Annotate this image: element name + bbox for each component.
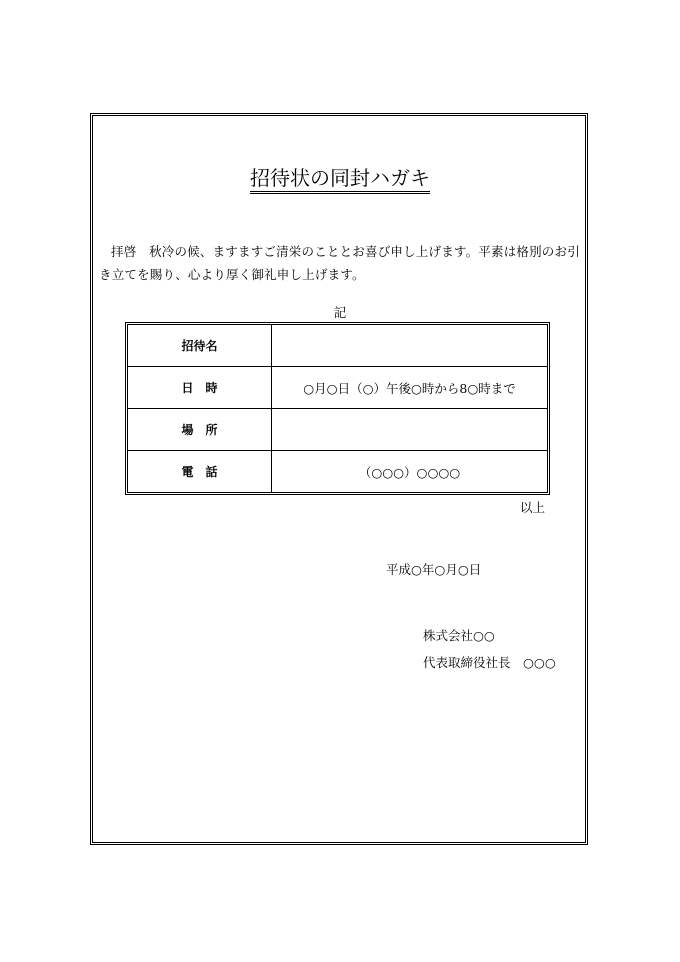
closing-mark: 以上 — [520, 500, 546, 515]
row-value-place — [272, 409, 548, 451]
document-title-block — [0, 166, 680, 190]
row-value-datetime: ○月○日（○）午後○時から8○時まで — [272, 367, 548, 409]
issue-date: 平成○年○月○日 — [386, 562, 482, 577]
row-label-datetime: 日 時 — [128, 367, 272, 409]
details-table — [128, 325, 547, 492]
greeting-paragraph: 拝啓 秋冷の候、ますますご清栄のこととお喜び申し上げます。平素は格別のお引き立てを賜り、心より厚く御礼申し上げます。 — [99, 244, 580, 282]
row-label-phone: 電 話 — [128, 451, 272, 493]
row-value-invitation — [272, 325, 548, 367]
row-value-phone: （○○○）○○○○ — [272, 451, 548, 493]
row-label-invitation: 招待名 — [128, 325, 272, 367]
table-row — [128, 451, 547, 493]
ki-heading: 記 — [333, 305, 347, 320]
details-table-frame — [125, 322, 550, 495]
table-row — [128, 409, 547, 451]
document-title: 招待状の同封ハガキ — [250, 166, 430, 194]
company-name: 株式会社○○ — [423, 628, 495, 643]
table-row — [128, 325, 547, 367]
representative-name: 代表取締役社長 ○○○ — [423, 655, 556, 670]
row-label-place: 場 所 — [128, 409, 272, 451]
table-row — [128, 367, 547, 409]
